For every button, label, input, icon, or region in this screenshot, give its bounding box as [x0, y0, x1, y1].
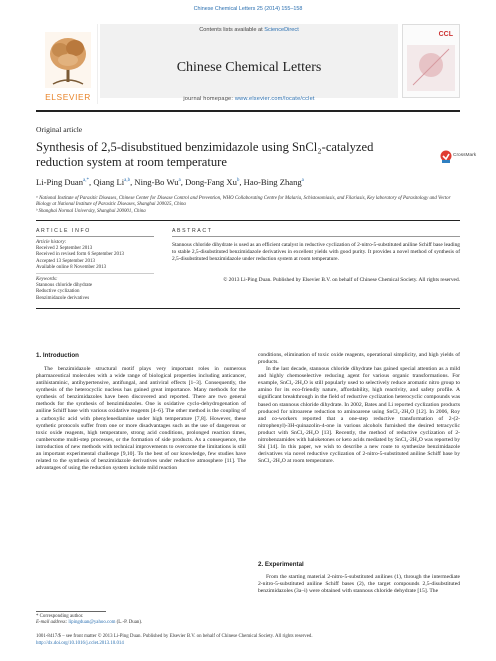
- keywords-divider: [36, 273, 154, 274]
- experimental-heading: 2. Experimental: [258, 561, 304, 568]
- abstract-bottom-divider: [36, 308, 460, 309]
- introduction-left-column: [36, 366, 246, 472]
- journal-banner: [100, 24, 398, 98]
- header-divider: [36, 110, 460, 112]
- introduction-right-column: [258, 352, 460, 465]
- keyword[interactable]: Stannous chloride dihydrate: [36, 283, 93, 289]
- paragraph: The benzimidazole structural motif plays very important roles in numerous pharmaceutical molecules with a wide range of biological properties including anticancer, antihistaminic, antihypertensive, antifungal, and antiviral effects [1–3]. Consequently, the synthesis of the heterocyclic nucleus has gained great importance. Many methods for the synthesis of benzimidazoles have been discovered and reported. There are two general methods for the synthesis of benzimidazoles. One is oxidative cyclo-dehydrogenation of aniline Schiff base with various oxidative reagents [4–6]. The other method is the coupling of a carboxylic acid with phenylenediamine under high temperature [7,8]. However, these synthetic protocols suffer from one or more disadvantages such as the use of dangerous or toxic oxide reagents, high temperature, strong acid conditions, prolonged reaction times, cumbersome multi-step processes, or the formation of side products. As a consequence, the introduction of new methods with technical improvements to overcome the limitations is still an important experimental challenge [9,10]. To the best of our knowledge, few studies have related to the synthesis of benzimidazole derivatives under reductive atmosphere [11]. The advantages of using the reduction system include mild reaction: [36, 366, 246, 472]
- crossmark-label: CrossMark: [453, 153, 477, 158]
- issn-line: 1001-8417/$ – see front matter © 2013 Li-Ping Duan. Published by Elsevier B.V. on behalf of Chinese Chemical Society. All rights reserved.: [36, 634, 313, 639]
- keyword[interactable]: Benzimidazole derivatives: [36, 295, 90, 301]
- footnote-divider: [36, 611, 106, 612]
- author[interactable]: Ning-Bo Wu: [134, 177, 179, 187]
- history-item: Available online 8 November 2013: [36, 264, 107, 270]
- publisher-name: ELSEVIER: [45, 92, 91, 102]
- abstract-divider: [172, 236, 460, 237]
- email-link[interactable]: lipingduan@yahoo.com: [68, 620, 116, 625]
- journal-title: Chinese Chemical Letters: [176, 60, 322, 75]
- affiliation-a: ᵃ National Institute of Parasitic Diseases, Chinese Center for Disease Control and Prevention, WHO Collaborating Centre for Malaria, Schistosomiasis, and Filariasis, Key laboratory of Parasitology and Vector Biology at National Institute of Parasitic Diseases, Shanghai 200025, China: [36, 196, 451, 208]
- author[interactable]: Hao-Bing Zhang: [243, 177, 302, 187]
- article-info-heading: ARTICLE INFO: [36, 228, 91, 234]
- journal-reference[interactable]: Chinese Chemical Letters 25 (2014) 155–158: [193, 6, 303, 12]
- introduction-heading: 1. Introduction: [36, 352, 79, 359]
- article-history: Article history: Received 2 September 2013 Received in revised form 6 September 2013 Accepted 13 September 2013 Available online 8 November 2013: [36, 240, 154, 271]
- history-item: Received in revised form 6 September 2013: [36, 252, 125, 258]
- experimental-text: [258, 574, 460, 595]
- keyword[interactable]: Reductive cyclization: [36, 289, 80, 295]
- keywords: Keywords: Stannous chloride dihydrate Reductive cyclization Benzimidazole derivatives: [36, 277, 154, 302]
- sciencedirect-link[interactable]: ScienceDirect: [264, 27, 299, 33]
- elsevier-tree-icon: [45, 32, 91, 88]
- abstract-copyright: © 2013 Li-Ping Duan. Published by Elsevier B.V. on behalf of Chinese Chemical Society. All rights reserved.: [223, 277, 460, 283]
- homepage-link[interactable]: www.elsevier.com/locate/cclet: [234, 96, 315, 102]
- paragraph: conditions, elimination of toxic oxide reagents, operational simplicity, and high yields of products.: [258, 352, 460, 366]
- cover-label: CCL: [438, 31, 453, 38]
- affiliation-b: ᵇ Shanghai Normal University, Shanghai 200001, China: [36, 209, 146, 214]
- journal-homepage: journal homepage: www.elsevier.com/locate/cclet: [183, 96, 315, 102]
- contents-line: Contents lists available at ScienceDirect: [199, 27, 299, 33]
- doi-link[interactable]: http://dx.doi.org/10.1016/j.cclet.2013.10.014: [36, 641, 124, 646]
- affiliation-divider: [36, 220, 460, 221]
- author[interactable]: Li-Ping Duan: [36, 177, 84, 187]
- article-type: Original article: [36, 125, 83, 134]
- author[interactable]: Dong-Fang Xu: [185, 177, 237, 187]
- journal-header: [36, 24, 460, 106]
- history-item: Received 2 September 2013: [36, 246, 93, 252]
- paragraph: From the starting material 2-nitro-5-substituted anilines (1), through the intermediate 2-nitro-5-substituted aniline Schiff bases (2), the target compounds 2,5-disubstituted benzimidazoles (3a–i) were obtained with stannous chloride dehydrate [15]. The: [258, 574, 460, 595]
- journal-cover-thumbnail[interactable]: [402, 24, 460, 98]
- crossmark-icon: [440, 150, 452, 164]
- publisher-logo[interactable]: [36, 24, 98, 104]
- history-item: Accepted 13 September 2013: [36, 258, 96, 264]
- abstract-heading: ABSTRACT: [172, 228, 213, 234]
- corresponding-author-note: * Corresponding author. E-mail address: lipingduan@yahoo.com (L.-P. Duan).: [36, 614, 143, 625]
- author[interactable]: Qiang Li: [93, 177, 125, 187]
- article-title: Synthesis of 2,5-disubstitued benzimidazole using SnCl₂-catalyzed reduction system at room temperature: [36, 140, 374, 169]
- paragraph: In the last decade, stannous chloride dihydrate has gained special attention as a mild and highly chemoselective reducing agent for various organic transformations. For example, SnCl₂·2H₂O is still popularly used to selectively reduce aromatic nitro group to amino for its eco-friendly nature, affordability, high reactivity, and safety profile. A significant breakthrough in the field of reductive cyclization heterocyclic compounds was based on stannous chloride dihydrate. In 2002, Bates and Li reported cyclization products produced for nitroarene reduction to aminoarene using SnCl₂·2H₂O [12]. In 2006, Roy and co-workers reported that a one-step reductive transformation of 2-(2-nitrophenyl)-3H-quinazolin-4-one in various alcohols furnished the desired tetracyclic product with SnCl₂·2H₂O [13]. Recently, the method of reductive cyclization of 2-nitrobenzamides with haloketones or keto acids mediated by SnCl₂·2H₂O was reported by Shi [14]. In this paper, we wish to describe a new route to synthesize benzimidazole derivatives via novel reductive cyclization of 2-nitro-5-substituted aniline Schiff base by SnCl₂·2H₂O at room temperature.: [258, 366, 460, 465]
- crossmark-badge[interactable]: [440, 148, 477, 172]
- author-list: Li-Ping Duan$^{a,*}$, Qiang Li$^{a,b}$, Ning-Bo Wu$^a$, Dong-Fang Xu$^b$, Hao-Bing Zhang$^a$: [36, 177, 304, 187]
- abstract-text: Stannous chloride dihydrate is used as an efficient catalyst in reductive cyclization of 2-nitro-5-substituted aniline Schiff base leading to stable 2,5-disubstituted benzimidazole derivatives in excellent yields with good purity. It provides a novel method of synthesis of 2,5-disubstituted benzimidazole under reduction system at room temperature.: [172, 242, 460, 262]
- article-info-divider: [36, 236, 154, 237]
